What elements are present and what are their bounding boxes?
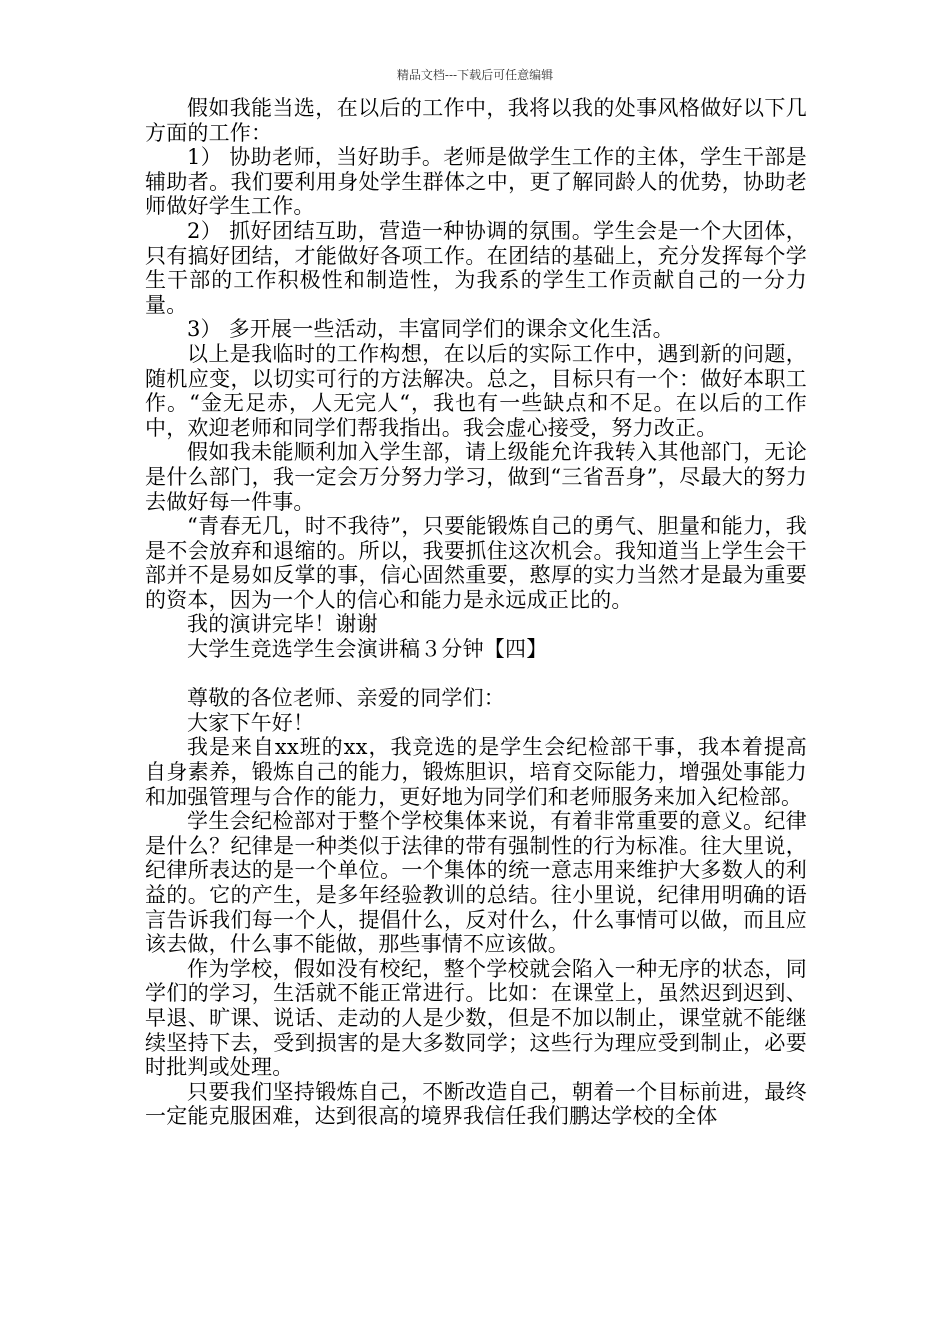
blank-line (145, 662, 807, 687)
paragraph: 我是来自xx班的xx，我竞选的是学生会纪检部干事，我本着提高自身素养，锻炼自己的能力，锻炼胆识，培育交际能力，增强处事能力和加强管理与合作的能力，更好地为同学们和老师服务来加入纪检部。 (145, 735, 807, 809)
paragraph: 我的演讲完毕！谢谢 (187, 612, 378, 637)
paragraph: 以上是我临时的工作构想，在以后的实际工作中，遇到新的问题，随机应变，以切实可行的方法解决。总之，目标只有一个：做好本职工作。“金无足赤，人无完人“，我也有一些缺点和不足。在以后的工作中，欢迎老师和同学们帮我指出。我会虚心接受，努力改正。 (145, 341, 807, 440)
paragraph: 假如我未能顺利加入学生部，请上级能允许我转入其他部门，无论是什么部门，我一定会万分努力学习，做到“三省吾身”，尽最大的努力去做好每一件事。 (145, 440, 807, 514)
paragraph: 只要我们坚持锻炼自己，不断改造自己，朝着一个目标前进，最终一定能克服困难，达到很高的境界我信任我们鹏达学校的全体 (145, 1079, 807, 1129)
section-heading: 大学生竞选学生会演讲稿３分钟【四】 (187, 637, 548, 662)
paragraph: 1） 协助老师，当好助手。老师是做学生工作的主体，学生干部是辅助者。我们要利用身处学生群体之中，更了解同龄人的优势，协助老师做好学生工作。 (145, 145, 807, 219)
paragraph: 学生会纪检部对于整个学校集体来说，有着非常重要的意义。纪律是什么？纪律是一种类似于法律的带有强制性的行为标准。往大里说，纪律所表达的是一个单位。一个集体的统一意志用来维护大多数人的利益的。它的产生，是多年经验教训的总结。往小里说，纪律用明确的语言告诉我们每一个人，提倡什么，反对什么，什么事情可以做，而且应该去做，什么事不能做，那些事情不应该做。 (145, 809, 807, 957)
paragraph: 假如我能当选，在以后的工作中，我将以我的处事风格做好以下几方面的工作： (145, 96, 807, 145)
salutation: 尊敬的各位老师、亲爱的同学们： (187, 686, 505, 711)
document-body (145, 96, 807, 1129)
paragraph: “青春无几，时不我待”，只要能锻炼自己的勇气、胆量和能力，我是不会放弃和退缩的。所以，我要抓住这次机会。我知道当上学生会干部并不是易如反掌的事，信心固然重要，憨厚的实力当然才是最为重要的资本，因为一个人的信心和能力是永远成正比的。 (145, 514, 807, 612)
page-header: 精品文档---下载后可任意编辑 (396, 68, 554, 82)
paragraph: 2） 抓好团结互助，营造一种协调的氛围。学生会是一个大团体，只有搞好团结，才能做好各项工作。在团结的基础上，充分发挥每个学生干部的工作积极性和制造性，为我系的学生工作贡献自己的一分力量。 (145, 218, 807, 317)
greeting: 大家下午好！ (187, 710, 315, 735)
paragraph: 作为学校，假如没有校纪，整个学校就会陷入一种无序的状态，同学们的学习，生活就不能正常进行。比如：在课堂上，虽然迟到迟到、早退、旷课、说话、走动的人是少数，但是不加以制止，课堂就不能继续坚持下去，受到损害的是大多数同学；这些行为理应受到制止，必要时批判或处理。 (145, 956, 807, 1080)
paragraph: 3） 多开展一些活动，丰富同学们的课余文化生活。 (187, 317, 674, 342)
